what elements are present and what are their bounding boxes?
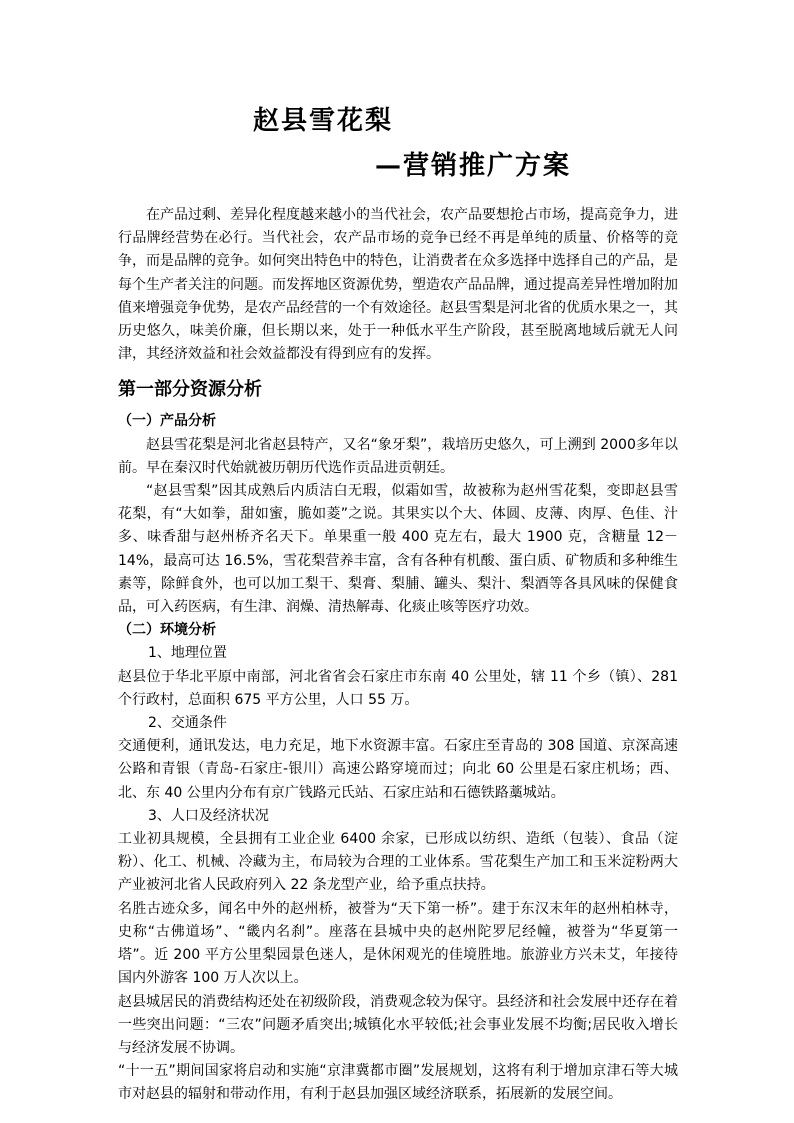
economy-paragraph-3: 赵县城居民的消费结构还处在初级阶段，消费观念较为保守。县经济和社会发展中还存在着一些突出问题：“三农”问题矛盾突出;城镇化水平较低;社会事业发展不均衡;居民收入增长与经济发展不协调。 [118,993,678,1056]
part1-heading: 第一部分资源分析 [118,379,262,401]
economy-paragraph-1: 工业初具规模，全县拥有工业企业 6400 余家，已形成以纺织、造纸（包装）、食品（淀粉）、化工、机械、冷藏为主，布局较为合理的工业体系。雪花梨生产加工和玉米淀粉两大产业被河北省人民政府列入 22 条龙型产业，给予重点扶持。 [118,831,678,894]
subsection-geography-heading: 1、地理位置 [148,645,227,662]
geography-paragraph: 赵县位于华北平原中南部，河北省省会石家庄市东南 40 公里处，辖 11 个乡（镇）、281 个行政村，总面积 675 平方公里，人口 55 万。 [118,668,678,708]
product-paragraph-1: 赵县雪花梨是河北省赵县特产，又名“象牙梨”，栽培历史悠久，可上溯到 2000多年以前。早在秦汉时代始就被历朝历代选作贡品进贡朝廷。 [118,436,678,476]
document-title: 赵县雪花梨 [253,106,394,136]
document-body [118,204,678,1107]
intro-paragraph: 在产品过剩、差异化程度越来越小的当代社会，农产品要想抢占市场，提高竞争力，进行品牌经营势在必行。当代社会，农产品市场的竞争已经不再是单纯的质量、价格等的竞争，而是品牌的竞争。如何突出特色中的特色，让消费者在众多选择中选择自己的产品，是每个生产者关注的问题。而发挥地区资源优势，塑造农产品品牌，通过提高差异性增加附加值来增强竞争优势，是农产品经营的一个有效途径。赵县雪梨是河北省的优质水果之一，其历史悠久，味美价廉，但长期以来，处于一种低水平生产阶段，甚至脱离地域后就无人问津，其经济效益和社会效益都没有得到应有的发挥。 [118,207,678,363]
section2-heading: （二）环境分析 [118,622,216,639]
section1-heading: （一）产品分析 [118,413,216,430]
subsection-transport-heading: 2、交通条件 [148,715,227,732]
document-subtitle: —营销推广方案 [375,151,572,181]
transport-paragraph: 交通便利，通讯发达，电力充足，地下水资源丰富。石家庄至青岛的 308 国道、京深高速公路和青银（青岛-石家庄-银川）高速公路穿境而过；向北 60 公里是石家庄机场；西、北、东 40 公里内分布有京广钱路元氏站、石家庄站和石德铁路藁城站。 [118,738,678,801]
subsection-economy-heading: 3、人口及经济状况 [148,807,269,824]
economy-paragraph-2: 名胜古迹众多，闻名中外的赵州桥，被誉为“天下第一桥”。建于东汉末年的赵州柏林寺，史称“古佛道场”、“畿内名刹”。座落在县城中央的赵州陀罗尼经幢，被誉为“华夏第一塔”。近 200 平方公里梨园景色迷人，是休闲观光的佳境胜地。旅游业方兴未艾，年接待国内外游客 100 万人次以上。 [118,900,678,987]
product-paragraph-2: “赵县雪梨”因其成熟后内质洁白无瑕，似霜如雪，故被称为赵州雪花梨，变即赵县雪花梨，有“大如拳，甜如蜜，脆如菱”之说。其果实以个大、体圆、皮薄、肉厚、色佳、汁多、味香甜与赵州桥齐名天下。单果重一般 400 克左右，最大 1900 克，含糖量 12－14%，最高可达 16.5%，雪花梨营养丰富，含有各种有机酸、蛋白质、矿物质和多种维生素等，除鲜食外，也可以加工梨干、梨膏、梨脯、罐头、梨汁、梨酒等各具风味的保健食品，可入药医病，有生津、润燥、清热解毒、化痰止咳等医疗功效。 [118,483,678,616]
economy-paragraph-4: “十一五”期间国家将启动和实施“京津冀都市圈”发展规划，这将有利于增加京津石等大城市对赵县的辐射和带动作用，有利于赵县加强区域经济联系，拓展新的发展空间。 [118,1063,678,1103]
